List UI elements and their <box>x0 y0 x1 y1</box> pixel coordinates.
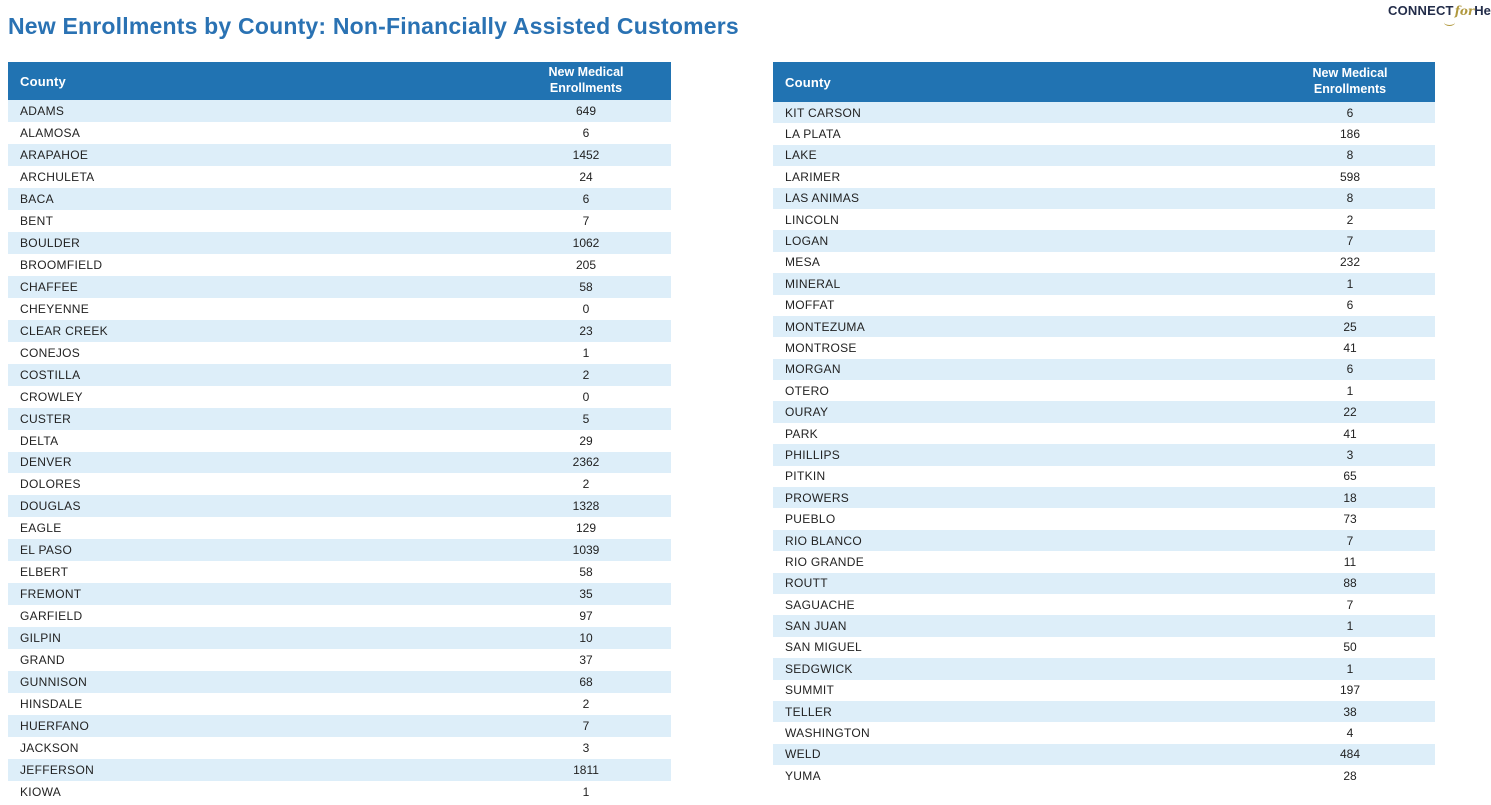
county-name: WASHINGTON <box>785 726 871 741</box>
table-row[interactable] <box>773 252 1435 273</box>
table-row[interactable] <box>8 583 671 605</box>
table-row[interactable] <box>8 100 671 122</box>
county-name: EAGLE <box>20 521 62 536</box>
table-row[interactable] <box>8 144 671 166</box>
table-row[interactable] <box>773 230 1435 251</box>
enrollment-value: 1 <box>1346 276 1354 291</box>
table-row[interactable] <box>8 408 671 430</box>
enrollment-value: 6 <box>582 125 590 140</box>
enrollment-value: 4 <box>1346 726 1354 741</box>
county-name: BROOMFIELD <box>20 257 103 272</box>
table-row[interactable] <box>8 364 671 386</box>
table-row[interactable] <box>773 423 1435 444</box>
enrollment-value: 28 <box>1343 768 1357 783</box>
county-name: ARAPAHOE <box>20 147 89 162</box>
enrollments-column-header[interactable]: New Medical Enrollments <box>1312 66 1388 96</box>
enrollment-value: 22 <box>1343 405 1357 420</box>
county-name: YUMA <box>785 768 821 783</box>
enrollment-value: 35 <box>579 587 593 602</box>
table-row[interactable] <box>773 295 1435 316</box>
table-row[interactable] <box>773 594 1435 615</box>
table-row[interactable] <box>773 380 1435 401</box>
county-name: GUNNISON <box>20 675 88 690</box>
enrollment-value: 58 <box>579 565 593 580</box>
county-name: KIOWA <box>20 785 62 800</box>
table-row[interactable] <box>773 123 1435 144</box>
county-name: RIO BLANCO <box>785 533 863 548</box>
enrollment-value: 41 <box>1343 426 1357 441</box>
table-body-right <box>773 102 1435 787</box>
county-name: LA PLATA <box>785 127 841 142</box>
table-row[interactable] <box>8 539 671 561</box>
county-name: GILPIN <box>20 631 62 646</box>
table-row[interactable] <box>8 430 671 452</box>
county-name: BENT <box>20 213 54 228</box>
county-name: LARIMER <box>785 169 841 184</box>
county-name: MORGAN <box>785 362 841 377</box>
table-row[interactable] <box>773 188 1435 209</box>
table-row[interactable] <box>773 615 1435 636</box>
enrollment-value: 205 <box>575 257 597 272</box>
table-row[interactable] <box>8 254 671 276</box>
enrollment-value: 7 <box>1346 234 1354 249</box>
table-row[interactable] <box>8 166 671 188</box>
enrollment-value: 1 <box>582 785 590 800</box>
table-row[interactable] <box>773 102 1435 123</box>
county-name: DOLORES <box>20 477 81 492</box>
county-name: MOFFAT <box>785 298 835 313</box>
county-name: KIT CARSON <box>785 105 862 120</box>
enrollment-value: 73 <box>1343 512 1357 527</box>
enrollment-value: 7 <box>1346 533 1354 548</box>
table-row[interactable] <box>8 452 671 474</box>
enrollment-value: 1039 <box>572 543 600 558</box>
table-row[interactable] <box>773 573 1435 594</box>
county-name: OTERO <box>785 383 830 398</box>
table-row[interactable] <box>8 122 671 144</box>
table-row[interactable] <box>8 342 671 364</box>
table-row[interactable] <box>8 649 671 671</box>
table-row[interactable] <box>773 401 1435 422</box>
table-row[interactable] <box>8 473 671 495</box>
enrollment-value: 0 <box>582 301 590 316</box>
table-row[interactable] <box>8 781 671 803</box>
county-name: PHILLIPS <box>785 447 841 462</box>
enrollment-value: 41 <box>1343 340 1357 355</box>
enrollment-value: 2362 <box>572 455 600 470</box>
enrollment-value: 186 <box>1339 127 1361 142</box>
logo-script-text: for <box>1454 4 1475 18</box>
enrollment-value: 2 <box>582 697 590 712</box>
enrollment-value: 6 <box>1346 105 1354 120</box>
enrollment-value: 2 <box>582 477 590 492</box>
table-row[interactable] <box>773 508 1435 529</box>
enrollment-value: 5 <box>582 411 590 426</box>
table-row[interactable] <box>773 166 1435 187</box>
county-name: PARK <box>785 426 818 441</box>
enrollment-value: 7 <box>582 719 590 734</box>
enrollment-value: 97 <box>579 609 593 624</box>
enrollment-value: 232 <box>1339 255 1361 270</box>
county-column-header[interactable]: County <box>20 73 66 89</box>
enrollment-value: 6 <box>582 191 590 206</box>
county-name: EL PASO <box>20 543 73 558</box>
table-row[interactable] <box>8 759 671 781</box>
table-row[interactable] <box>773 765 1435 786</box>
county-name: PITKIN <box>785 469 826 484</box>
county-name: SUMMIT <box>785 683 835 698</box>
county-name: SEDGWICK <box>785 661 853 676</box>
table-body-left <box>8 100 671 803</box>
enrollment-value: 2 <box>1346 212 1354 227</box>
enrollment-value: 1328 <box>572 499 600 514</box>
county-name: TELLER <box>785 704 833 719</box>
county-name: BOULDER <box>20 235 81 250</box>
table-row[interactable] <box>8 693 671 715</box>
county-table-left <box>8 62 671 803</box>
enrollment-value: 1 <box>1346 383 1354 398</box>
table-row[interactable] <box>773 273 1435 294</box>
county-name: ELBERT <box>20 565 69 580</box>
county-name: MESA <box>785 255 821 270</box>
enrollment-value: 6 <box>1346 362 1354 377</box>
table-row[interactable] <box>8 495 671 517</box>
county-name: CHEYENNE <box>20 301 90 316</box>
county-name: PROWERS <box>785 490 850 505</box>
county-column-header[interactable]: County <box>785 74 831 90</box>
table-header-right <box>773 62 1435 102</box>
table-row[interactable] <box>773 658 1435 679</box>
enrollment-value: 23 <box>579 323 593 338</box>
enrollment-value: 3 <box>582 741 590 756</box>
table-row[interactable] <box>8 320 671 342</box>
enrollment-value: 1 <box>1346 619 1354 634</box>
county-name: RIO GRANDE <box>785 554 865 569</box>
county-name: COSTILLA <box>20 367 81 382</box>
county-name: GARFIELD <box>20 609 83 624</box>
table-row[interactable] <box>773 209 1435 230</box>
county-name: HINSDALE <box>20 697 83 712</box>
table-row[interactable] <box>773 145 1435 166</box>
enrollment-value: 1 <box>582 345 590 360</box>
table-row[interactable] <box>8 188 671 210</box>
county-name: LAS ANIMAS <box>785 191 860 206</box>
table-row[interactable] <box>773 530 1435 551</box>
county-name: ADAMS <box>20 103 65 118</box>
enrollment-value: 65 <box>1343 469 1357 484</box>
county-name: DENVER <box>20 455 72 470</box>
enrollment-value: 7 <box>582 213 590 228</box>
enrollment-value: 1 <box>1346 661 1354 676</box>
table-row[interactable] <box>8 605 671 627</box>
enrollment-value: 0 <box>582 389 590 404</box>
enrollment-value: 6 <box>1346 298 1354 313</box>
county-name: OURAY <box>785 405 829 420</box>
table-row[interactable] <box>773 637 1435 658</box>
enrollment-value: 11 <box>1343 554 1357 569</box>
page-title: New Enrollments by County: Non-Financially Assisted Customers <box>8 13 739 39</box>
county-name: JEFFERSON <box>20 763 95 778</box>
table-row[interactable] <box>8 561 671 583</box>
enrollment-value: 38 <box>1343 704 1357 719</box>
county-name: JACKSON <box>20 741 79 756</box>
table-row[interactable] <box>8 210 671 232</box>
county-name: SAGUACHE <box>785 597 855 612</box>
enrollment-value: 7 <box>1346 597 1354 612</box>
county-name: CROWLEY <box>20 389 83 404</box>
enrollment-value: 129 <box>575 521 597 536</box>
enrollment-value: 58 <box>579 279 593 294</box>
enrollment-value: 10 <box>579 631 593 646</box>
county-name: LAKE <box>785 148 817 163</box>
table-row[interactable] <box>773 744 1435 765</box>
enrollment-value: 1811 <box>573 763 599 778</box>
table-row[interactable] <box>8 298 671 320</box>
enrollment-value: 8 <box>1346 191 1354 206</box>
table-row[interactable] <box>773 487 1435 508</box>
county-name: MONTROSE <box>785 340 857 355</box>
table-header-left <box>8 62 671 100</box>
enrollments-column-header[interactable]: New Medical Enrollments <box>548 65 624 95</box>
county-name: BACA <box>20 191 54 206</box>
enrollment-value: 2 <box>582 367 590 382</box>
enrollment-value: 29 <box>579 433 593 448</box>
county-name: ALAMOSA <box>20 125 81 140</box>
county-name: CONEJOS <box>20 345 81 360</box>
connect-logo-text <box>1388 2 1491 20</box>
table-row[interactable] <box>773 680 1435 701</box>
county-name: ARCHULETA <box>20 169 95 184</box>
table-row[interactable] <box>8 232 671 254</box>
county-name: DOUGLAS <box>20 499 81 514</box>
county-name: CUSTER <box>20 411 72 426</box>
table-row[interactable] <box>8 671 671 693</box>
table-row[interactable] <box>8 627 671 649</box>
county-name: GRAND <box>20 653 65 668</box>
county-name: FREMONT <box>20 587 82 602</box>
table-row[interactable] <box>8 276 671 298</box>
enrollment-value: 197 <box>1339 683 1361 698</box>
enrollment-value: 3 <box>1346 447 1354 462</box>
logo-clipped-text: He <box>1474 3 1491 18</box>
table-row[interactable] <box>773 466 1435 487</box>
logo-flourish-icon <box>1444 19 1455 26</box>
enrollment-value: 484 <box>1339 747 1361 762</box>
enrollment-value: 68 <box>579 675 593 690</box>
enrollment-value: 598 <box>1339 169 1361 184</box>
county-name: LOGAN <box>785 234 829 249</box>
county-name: WELD <box>785 747 821 762</box>
table-row[interactable] <box>8 386 671 408</box>
enrollment-value: 8 <box>1346 148 1354 163</box>
enrollment-value: 25 <box>1343 319 1357 334</box>
table-row[interactable] <box>773 444 1435 465</box>
enrollment-value: 1452 <box>572 147 600 162</box>
county-name: SAN JUAN <box>785 619 847 634</box>
county-name: MONTEZUMA <box>785 319 866 334</box>
county-name: ROUTT <box>785 576 828 591</box>
county-name: CLEAR CREEK <box>20 323 108 338</box>
county-name: DELTA <box>20 433 59 448</box>
county-table-right <box>773 62 1435 787</box>
enrollment-value: 50 <box>1343 640 1357 655</box>
table-row[interactable] <box>773 722 1435 743</box>
table-row[interactable] <box>773 701 1435 722</box>
county-name: HUERFANO <box>20 719 90 734</box>
enrollment-value: 88 <box>1343 576 1357 591</box>
county-name: PUEBLO <box>785 512 836 527</box>
table-row[interactable] <box>773 337 1435 358</box>
county-name: MINERAL <box>785 276 841 291</box>
logo-brand-text: CONNECT <box>1388 3 1454 18</box>
table-row[interactable] <box>8 517 671 539</box>
table-row[interactable] <box>773 316 1435 337</box>
table-row[interactable] <box>8 715 671 737</box>
county-name: LINCOLN <box>785 212 840 227</box>
enrollment-value: 37 <box>579 653 593 668</box>
county-name: SAN MIGUEL <box>785 640 863 655</box>
county-name: CHAFFEE <box>20 279 79 294</box>
enrollment-value: 18 <box>1343 490 1357 505</box>
connect-logo <box>1388 2 1491 32</box>
enrollment-value: 24 <box>579 169 593 184</box>
table-row[interactable] <box>773 359 1435 380</box>
table-row[interactable] <box>773 551 1435 572</box>
enrollment-value: 1062 <box>572 235 600 250</box>
enrollment-value: 649 <box>575 103 597 118</box>
table-row[interactable] <box>8 737 671 759</box>
